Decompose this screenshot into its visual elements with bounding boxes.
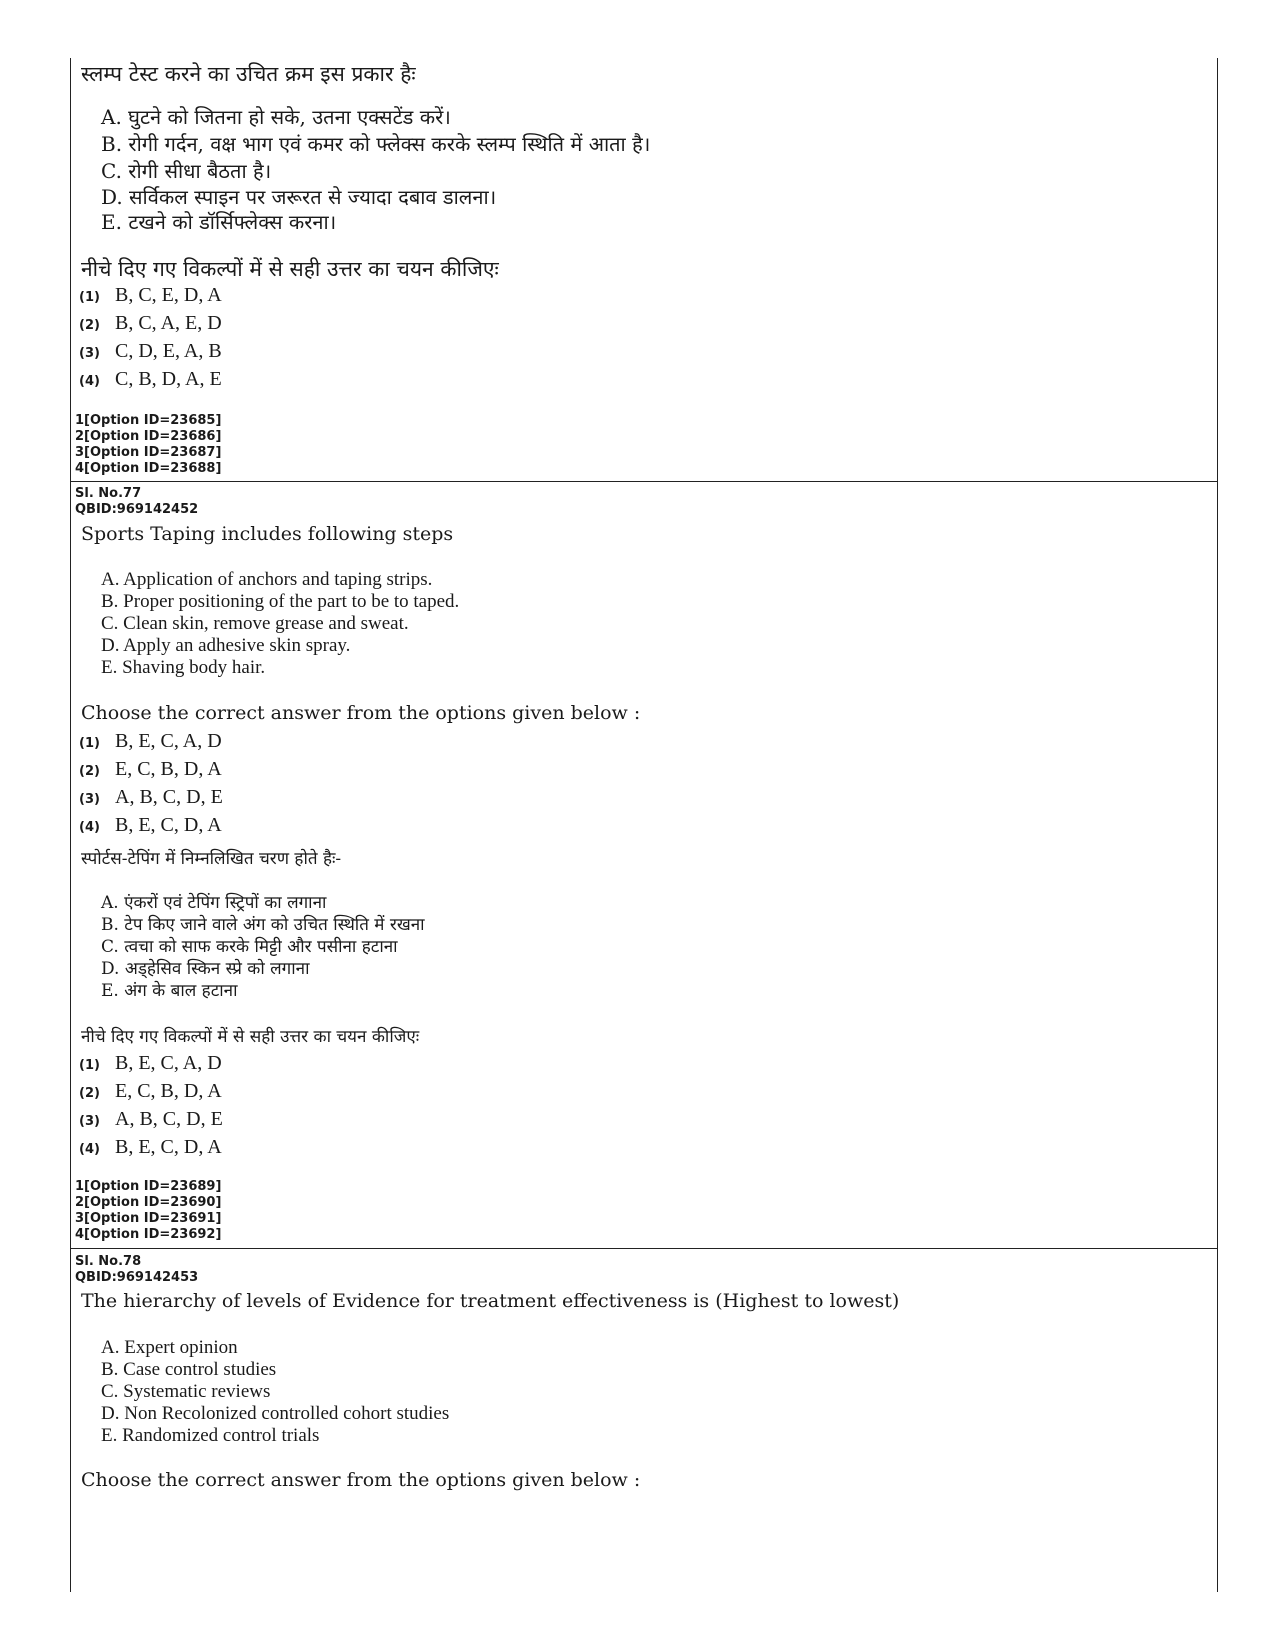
option-text: B, C, E, D, A: [115, 284, 222, 306]
option-text: A, B, C, D, E: [115, 786, 223, 808]
serial-number: Sl. No.78: [75, 1254, 142, 1269]
option-text: B, E, C, D, A: [115, 814, 222, 836]
question-stem-hindi: स्पोर्टस-टेपिंग में निम्नलिखित चरण होते हैः-: [81, 849, 342, 869]
statement-a: A. घुटने को जितना हो सके, उतना एक्सटेंड करें।: [101, 105, 451, 129]
option-id: 4[Option ID=23688]: [75, 461, 222, 476]
option-text: B, E, C, A, D: [115, 1052, 222, 1074]
statement-b: B. रोगी गर्दन, वक्ष भाग एवं कमर को फ्लेक्स करके स्लम्प स्थिति में आता है।: [101, 132, 651, 156]
option-number: (3): [79, 346, 100, 361]
option-id: 1[Option ID=23689]: [75, 1179, 222, 1194]
option-2[interactable]: [79, 312, 222, 335]
choose-instruction: Choose the correct answer from the options given below :: [81, 702, 641, 724]
statement-b: B. Proper positioning of the part to be to taped.: [101, 591, 460, 612]
option-text: E, C, B, D, A: [115, 758, 222, 780]
option-id: 2[Option ID=23690]: [75, 1195, 222, 1210]
statement-c-hindi: C. त्वचा को साफ करके मिट्टी और पसीना हटाना: [101, 937, 398, 957]
option-number: (2): [79, 318, 100, 333]
statement-c: C. Clean skin, remove grease and sweat.: [101, 613, 409, 634]
question-stem: The hierarchy of levels of Evidence for treatment effectiveness is (Highest to lowest): [81, 1290, 900, 1312]
option-number: (4): [79, 374, 100, 389]
statement-a: A. Application of anchors and taping strips.: [101, 569, 433, 590]
statement-e: E. टखने को डॉर्सिफ्लेक्स करना।: [101, 210, 337, 234]
statement-e: E. Shaving body hair.: [101, 657, 266, 678]
option-number: (1): [79, 290, 100, 305]
option-2-hindi[interactable]: [79, 1080, 222, 1103]
option-text: C, D, E, A, B: [115, 340, 222, 362]
choose-instruction-hindi: नीचे दिए गए विकल्पों में से सही उत्तर का चयन कीजिएः: [81, 1027, 420, 1047]
question-divider: [71, 481, 1217, 482]
option-number: (4): [79, 1142, 100, 1157]
option-1[interactable]: [79, 284, 222, 307]
option-text: B, E, C, D, A: [115, 1136, 222, 1158]
statement-d: D. सर्विकल स्पाइन पर जरूरत से ज्यादा दबाव डालना।: [101, 185, 497, 209]
option-number: (1): [79, 1058, 100, 1073]
option-number: (4): [79, 820, 100, 835]
statement-d-hindi: D. अड्हेसिव स्किन स्प्रे को लगाना: [101, 959, 310, 979]
choose-instruction: Choose the correct answer from the options given below :: [81, 1469, 641, 1491]
question-bank-id: QBID:969142453: [75, 1270, 199, 1285]
option-text: A, B, C, D, E: [115, 1108, 223, 1130]
statement-c: C. Systematic reviews: [101, 1381, 271, 1402]
option-id: 1[Option ID=23685]: [75, 413, 222, 428]
option-text: E, C, B, D, A: [115, 1080, 222, 1102]
option-1-hindi[interactable]: [79, 1052, 222, 1075]
option-1[interactable]: [79, 730, 222, 753]
option-number: (2): [79, 764, 100, 779]
option-number: (2): [79, 1086, 100, 1101]
question-divider: [71, 1248, 1217, 1249]
option-3[interactable]: [79, 340, 222, 363]
statement-d: D. Apply an adhesive skin spray.: [101, 635, 351, 656]
option-3[interactable]: [79, 786, 223, 809]
option-id: 4[Option ID=23692]: [75, 1227, 222, 1242]
statement-a-hindi: A. एंकरों एवं टेपिंग स्ट्रिपों का लगाना: [101, 893, 327, 913]
option-text: C, B, D, A, E: [115, 368, 222, 390]
option-number: (3): [79, 792, 100, 807]
option-number: (1): [79, 736, 100, 751]
statement-d: D. Non Recolonized controlled cohort studies: [101, 1403, 450, 1424]
question-paper-page: [70, 58, 1218, 1592]
option-text: B, E, C, A, D: [115, 730, 222, 752]
serial-number: Sl. No.77: [75, 486, 142, 501]
question-stem: Sports Taping includes following steps: [81, 523, 454, 545]
statement-e: E. Randomized control trials: [101, 1425, 320, 1446]
option-text: B, C, A, E, D: [115, 312, 222, 334]
option-4[interactable]: [79, 814, 222, 837]
option-number: (3): [79, 1114, 100, 1129]
statement-e-hindi: E. अंग के बाल हटाना: [101, 981, 238, 1001]
option-id: 3[Option ID=23691]: [75, 1211, 222, 1226]
option-3-hindi[interactable]: [79, 1108, 223, 1131]
option-2[interactable]: [79, 758, 222, 781]
option-4-hindi[interactable]: [79, 1136, 222, 1159]
question-bank-id: QBID:969142452: [75, 502, 199, 517]
option-4[interactable]: [79, 368, 222, 391]
option-id: 2[Option ID=23686]: [75, 429, 222, 444]
statement-b: B. Case control studies: [101, 1359, 277, 1380]
choose-instruction-hindi: नीचे दिए गए विकल्पों में से सही उत्तर का चयन कीजिएः: [81, 257, 499, 281]
option-id: 3[Option ID=23687]: [75, 445, 222, 460]
statement-a: A. Expert opinion: [101, 1337, 238, 1358]
statement-b-hindi: B. टेप किए जाने वाले अंग को उचित स्थिति में रखना: [101, 915, 425, 935]
question-stem-hindi: स्लम्प टेस्ट करने का उचित क्रम इस प्रकार हैः: [81, 62, 416, 86]
statement-c: C. रोगी सीधा बैठता है।: [101, 159, 272, 183]
